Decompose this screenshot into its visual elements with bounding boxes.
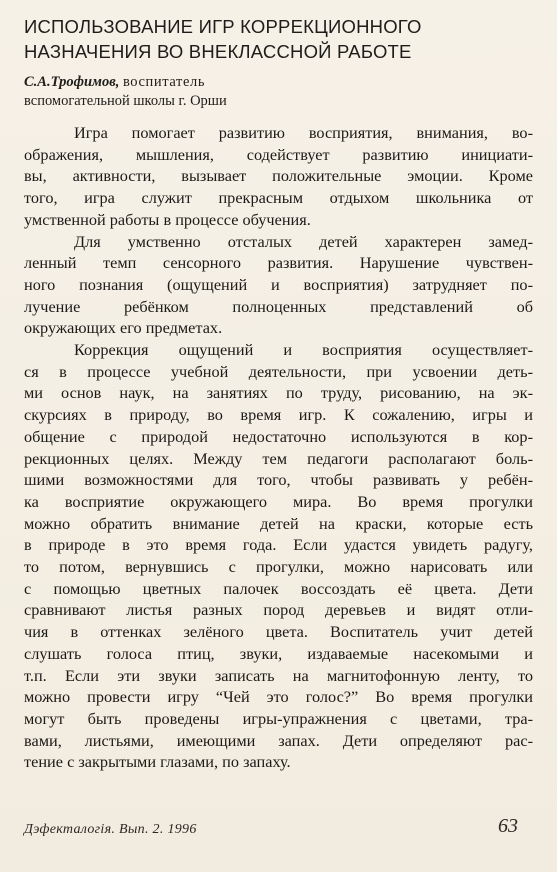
text-line: могут быть проведены игры-упражнения с цветами, тра- — [24, 708, 533, 728]
paragraph-3 — [24, 339, 533, 773]
author-name: С.А.Трофимов, — [24, 74, 120, 90]
text-line: с помощью цветных палочек воссоздать её цвета. Дети — [24, 578, 533, 598]
text-line: лучение ребёнком полноценных представлений об — [24, 296, 533, 316]
text-line: ображения, мышления, содействует развитию инициати- — [24, 144, 533, 164]
text-line: тение с закрытыми глазами, по запаху. — [24, 752, 291, 772]
text-line: шими возможностями для того, чтобы развивать у ребён- — [24, 470, 533, 490]
article-title — [24, 14, 534, 64]
text-line: скурсиях в природу, во время игр. К сожалению, игры и — [24, 405, 533, 425]
author-block — [24, 73, 534, 111]
author-role: воспитатель — [122, 74, 206, 90]
text-line: того, игра служит прекрасным отдыхом школьника от — [24, 188, 533, 208]
text-line: рекционных целях. Между тем педагоги располагают боль- — [24, 448, 533, 468]
text-line: чия в оттенках зелёного цвета. Воспитатель учит детей — [24, 622, 533, 642]
text-line: ленный темп сенсорного развития. Нарушение чувствен- — [24, 253, 533, 273]
text-line: умственной работы в процессе обучения. — [24, 209, 311, 229]
text-line: вы, активности, вызывает положительные эмоции. Кроме — [24, 166, 533, 186]
article-title-line-2: НАЗНАЧЕНИЯ ВО ВНЕКЛАССНОЙ РАБОТЕ — [24, 41, 412, 62]
paragraph-1 — [24, 122, 533, 231]
text-line: слушать голоса птиц, звуки, издаваемые насекомыми и — [24, 643, 533, 663]
paragraph-2 — [24, 231, 533, 340]
page-number: 63 — [498, 815, 518, 837]
text-line: можно провести игру “Чей это голос?” Во время прогулки — [24, 687, 533, 707]
author-line — [24, 73, 534, 92]
article-title-line-1: ИСПОЛЬЗОВАНИЕ ИГР КОРРЕКЦИОННОГО — [24, 16, 422, 37]
text-line: Для умственно отсталых детей характерен замед- — [74, 231, 533, 251]
text-line: т.п. Если эти звуки записать на магнитофонную ленту, то — [24, 665, 533, 685]
text-line: ка восприятие окружающего мира. Во время прогулки — [24, 491, 533, 511]
text-line: ся в процессе учебной деятельности, при усвоении деть- — [24, 361, 533, 381]
text-line: то потом, вернувшись с прогулки, можно нарисовать или — [24, 557, 533, 577]
text-line: окружающих его предметах. — [24, 318, 223, 338]
author-affiliation: вспомогательной школы г. Орши — [24, 93, 227, 109]
text-line: можно обратить внимание детей на краски, которые есть — [24, 513, 533, 533]
text-line: вами, листьями, имеющими запах. Дети определяют рас- — [24, 730, 533, 750]
text-line: Коррекция ощущений и восприятия осуществляет- — [74, 340, 533, 360]
text-line: ми основ наук, на занятиях по труду, рисованию, на эк- — [24, 383, 533, 403]
text-line: ного познания (ощущений и восприятия) затрудняет по- — [24, 274, 533, 294]
text-line: Игра помогает развитию восприятия, внимания, во- — [74, 123, 533, 142]
text-line: общение с природой недостаточно используются в кор- — [24, 426, 533, 446]
text-line: сравнивают листья разных пород деревьев и видят отли- — [24, 600, 533, 620]
journal-footer: Дэфекталогія. Вып. 2. 1996 — [24, 822, 197, 837]
article-body — [24, 122, 533, 773]
text-line: в природе в это время года. Если удастся увидеть радугу, — [24, 535, 533, 555]
